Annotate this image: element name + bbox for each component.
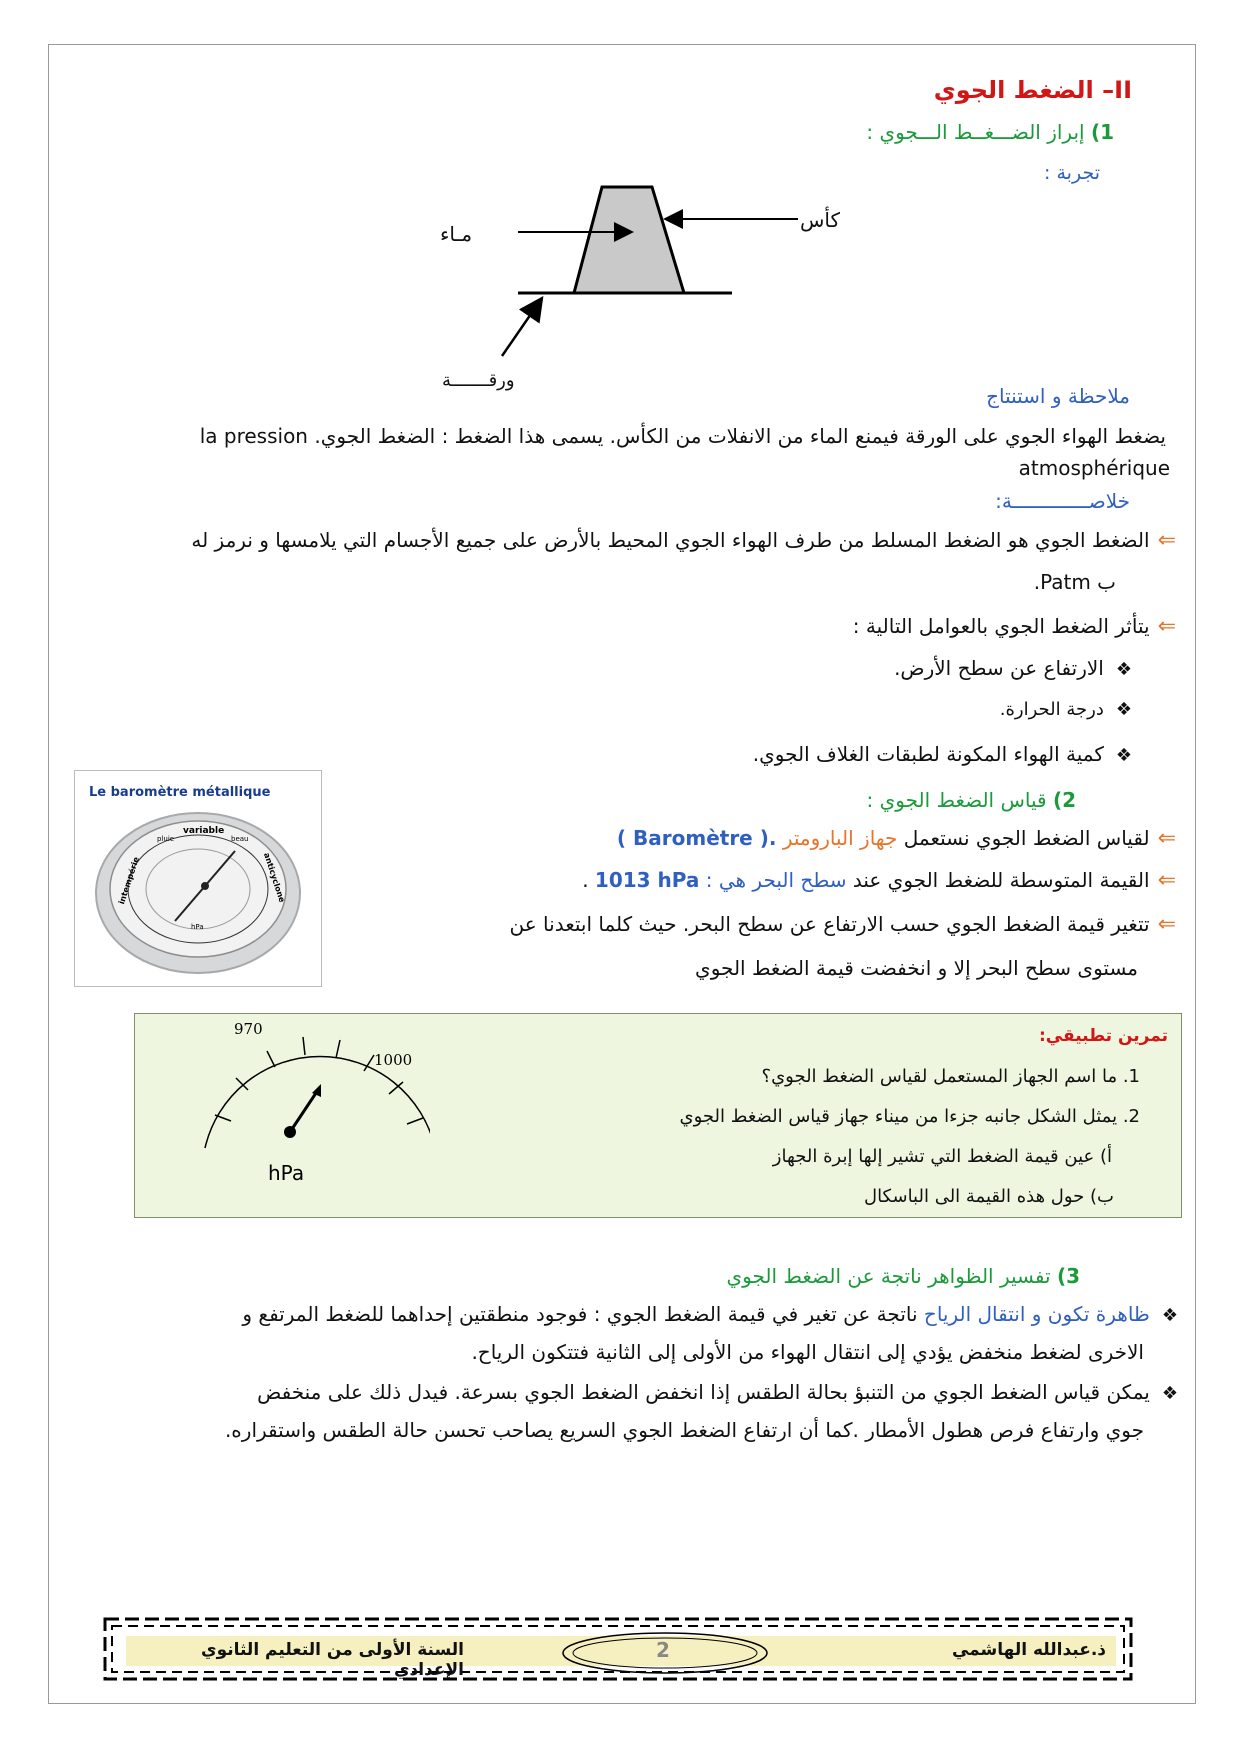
gauge-tick [215, 1115, 231, 1121]
gauge-min-label: 970 [234, 1020, 263, 1038]
gauge-tick [303, 1037, 305, 1055]
measure-2-value: 1013 hPa [594, 868, 700, 892]
dial-beau: beau [231, 835, 249, 843]
observation-text-ar: يضغط الهواء الجوي على الورقة فيمنع الماء من الانفلات من الكأس. يسمى هذا الضغط : الضغط الجوي. [314, 424, 1166, 448]
experiment-label: تجربة : [1044, 162, 1100, 184]
barometer-image [74, 770, 322, 987]
orange-arrow-icon: ⇐ [1157, 528, 1176, 553]
observation-text [58, 424, 1166, 448]
factor-text: درجة الحرارة. [999, 699, 1104, 720]
exercise-q1: 1. ما اسم الجهاز المستعمل لقياس الضغط الجوي؟ [761, 1066, 1140, 1087]
orange-arrow-icon: ⇐ [1157, 614, 1176, 639]
gauge-pivot [284, 1126, 296, 1138]
observation-title: ملاحظة و استنتاج [986, 384, 1130, 408]
glass-shape [574, 187, 684, 293]
exercise-qb: ب) حول هذه القيمة الى الباسكال [863, 1186, 1114, 1207]
exercise-qa: أ) عين قيمة الضغط التي تشير إلها إبرة الجهاز [772, 1146, 1112, 1167]
paper-arrow [502, 298, 542, 356]
glass-label: كأس [800, 208, 841, 232]
factor-text: كمية الهواء المكونة لطبقات الغلاف الجوي. [752, 742, 1104, 766]
factor-item [894, 656, 1132, 680]
measure-item-1 [617, 826, 1176, 851]
footer-level: السنة الأولى من التعليم الثانوي الإعدادي [200, 1640, 464, 1680]
gauge-unit-label: hPa [268, 1161, 305, 1185]
subsection-1-number: 1) [1090, 120, 1114, 144]
measure-1-text: لقياس الضغط الجوي نستعمل [903, 826, 1150, 850]
exercise-q2: 2. يمثل الشكل جانبه جزءا من ميناء جهاز قياس الضغط الجوي [679, 1106, 1140, 1127]
barometer-illustration [85, 801, 311, 981]
gauge-arc [205, 1056, 430, 1148]
measure-1-fr: ( Baromètre ). [616, 826, 777, 850]
pressure-gauge [190, 1020, 430, 1190]
observation-text-fr2: atmosphérique [1018, 456, 1170, 480]
orange-arrow-icon: ⇐ [1157, 912, 1176, 937]
phenomenon-1-highlight: ظاهرة تكون و انتقال الرياح [923, 1302, 1150, 1326]
phenomenon-1-cont: الاخرى لضغط منخفض يؤدي إلى انتقال الهواء من الأولى إلى الثانية فتتكون الرياح. [471, 1340, 1144, 1364]
subsection-2-number: 2) [1052, 788, 1076, 812]
phenomenon-2-text: يمكن قياس الضغط الجوي من التنبؤ بحالة الطقس إذا انخفض الضغط الجوي بسرعة. فيدل ذلك على منخفض [257, 1380, 1150, 1404]
page-number: 2 [656, 1638, 670, 1662]
measure-item-3-cont: مستوى سطح البحر إلا و انخفضت قيمة الضغط الجوي [695, 956, 1138, 980]
dial-anticyclone: anticyclone [261, 851, 287, 904]
orange-arrow-icon: ⇐ [1157, 826, 1176, 851]
diamond-bullet-icon: ❖ [1161, 1305, 1178, 1326]
water-label: مـاء [440, 222, 473, 246]
paper-label: ورقـــــــة [442, 370, 515, 391]
factor-item [1000, 699, 1132, 720]
exercise-title: تمرين تطبيقي: [1038, 1026, 1168, 1046]
summary-item-2 [853, 614, 1176, 639]
measure-3-text: تتغير قيمة الضغط الجوي حسب الارتفاع عن سطح البحر. حيث كلما ابتعدنا عن [509, 912, 1150, 936]
phenomenon-2-cont: جوي وارتفاع فرص هطول الأمطار .كما أن ارتفاع الضغط الجوي السريع يصاحب تحسن حالة الطقس واستقراره. [224, 1418, 1144, 1442]
subsection-1-heading [866, 120, 1114, 144]
gauge-tick [236, 1078, 248, 1090]
footer-author: ذ.عبدالله الهاشمي [951, 1640, 1106, 1660]
measure-2-text: القيمة المتوسطة للضغط الجوي عند [852, 868, 1150, 892]
subsection-2-heading [866, 788, 1076, 812]
dial-pluie: pluie [157, 835, 175, 843]
phenomenon-1-text: ناتجة عن تغير في قيمة الضغط الجوي : فوجود منطقتين إحداهما للضغط المرتفع و [242, 1302, 918, 1326]
gauge-needle [290, 1090, 318, 1132]
factor-text: الارتفاع عن سطح الأرض. [894, 656, 1104, 680]
measure-item-3 [510, 912, 1176, 937]
subsection-3-heading [726, 1264, 1080, 1288]
dial-unit: hPa [191, 923, 204, 931]
phenomenon-1 [242, 1302, 1178, 1326]
measure-1-device: جهاز البارومتر [782, 826, 898, 850]
factor-item [753, 742, 1132, 766]
summary-item-2-text: يتأثر الضغط الجوي بالعوامل التالية : [852, 614, 1150, 638]
summary-item-1-text: الضغط الجوي هو الضغط المسلط من طرف الهواء الجوي المحيط بالأرض على جميع الأجسام التي يلامسها و نرمز له [191, 528, 1150, 552]
subsection-3-title: تفسير الظواهر ناتجة عن الضغط الجوي [726, 1264, 1051, 1288]
subsection-3-number: 3) [1056, 1264, 1080, 1288]
barometer-caption: Le baromètre métallique [89, 785, 271, 800]
diamond-bullet-icon: ❖ [1115, 659, 1132, 680]
diamond-bullet-icon: ❖ [1115, 745, 1132, 766]
measure-2-end: . [582, 868, 589, 892]
gauge-tick [267, 1051, 275, 1067]
summary-item-1-cont: ب Patm. [1033, 570, 1116, 594]
phenomenon-2 [257, 1380, 1178, 1404]
dial-variable: variable [183, 826, 225, 836]
gauge-tick [336, 1040, 340, 1058]
subsection-1-title: إبراز الضـــغــط الـــجوي : [866, 120, 1085, 144]
gauge-tick [407, 1118, 423, 1124]
measure-2-place: سطح البحر هي : [705, 868, 847, 892]
orange-arrow-icon: ⇐ [1157, 868, 1176, 893]
summary-title: خلاصـــــــــــــة: [995, 489, 1130, 513]
observation-text-fr: la pression [199, 424, 308, 448]
summary-item-1 [191, 528, 1176, 553]
diamond-bullet-icon: ❖ [1161, 1383, 1178, 1404]
gauge-max-label: 1000 [374, 1051, 413, 1069]
diamond-bullet-icon: ❖ [1115, 699, 1132, 720]
dial-intemperie: intempérie [117, 855, 141, 906]
measure-item-2 [582, 868, 1176, 893]
subsection-2-title: قياس الضغط الجوي : [866, 788, 1047, 812]
section-title: II– الضغط الجوي [933, 76, 1132, 104]
